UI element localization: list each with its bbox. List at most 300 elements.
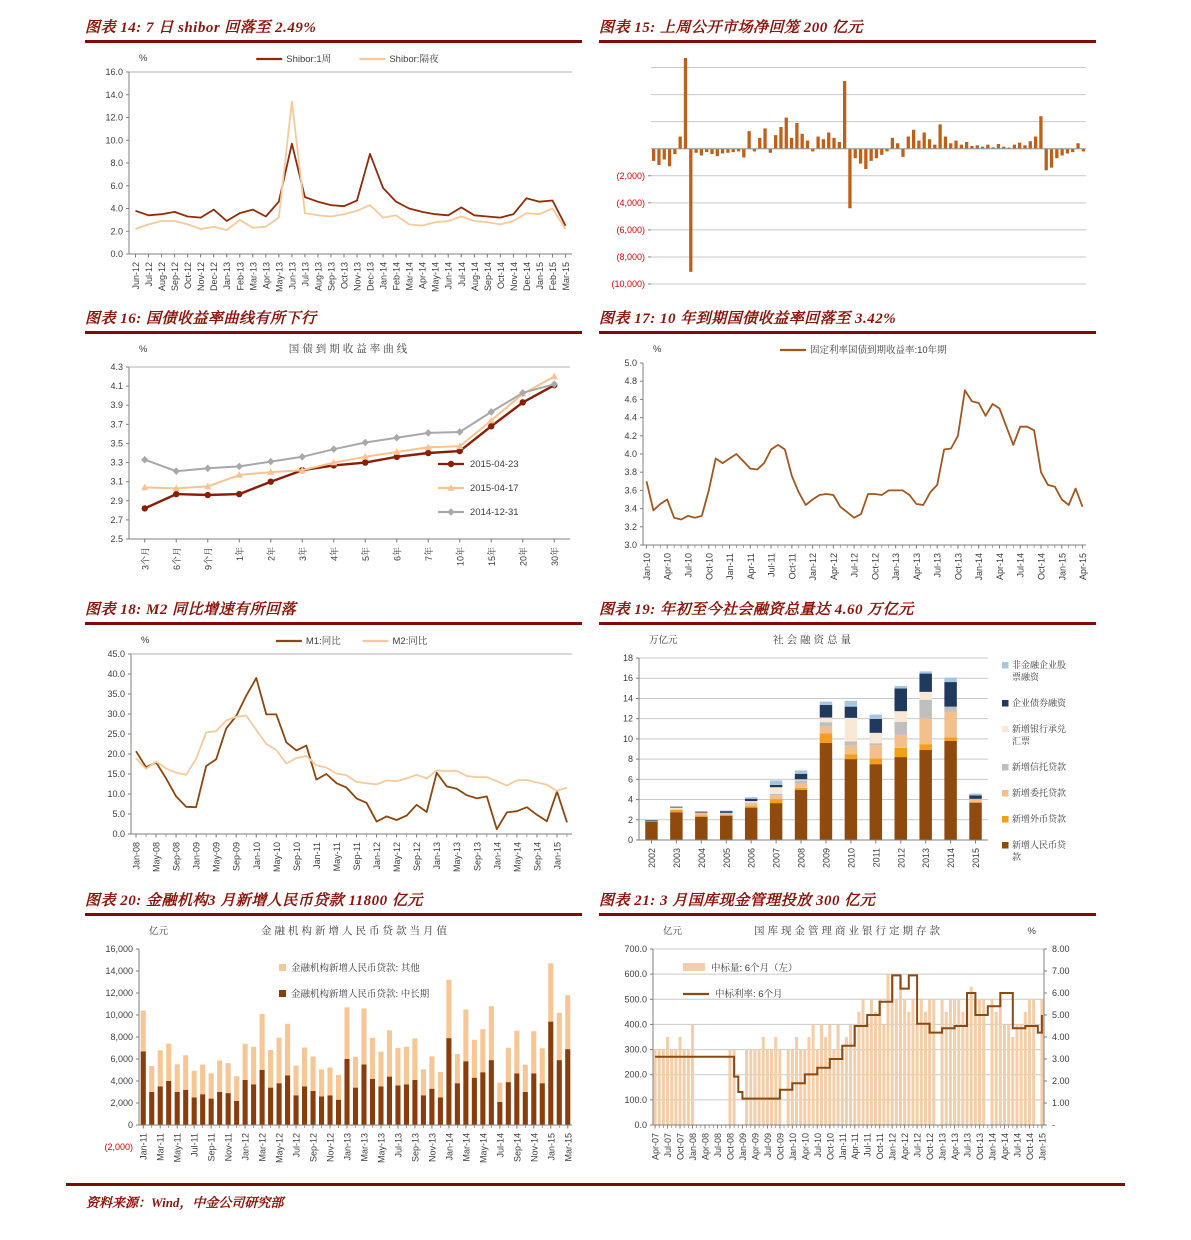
svg-text:-: - [1052,1120,1055,1130]
svg-text:万亿元: 万亿元 [649,635,678,646]
svg-text:May-09: May-09 [211,842,222,873]
svg-text:0: 0 [627,835,633,845]
svg-text:9个月: 9个月 [203,547,214,571]
svg-text:Oct-12: Oct-12 [183,262,194,290]
svg-text:Jan-13: Jan-13 [342,1133,353,1161]
svg-text:7.00: 7.00 [1052,966,1070,976]
svg-text:Jul-10: Jul-10 [812,1133,823,1158]
svg-text:Sep-14: Sep-14 [532,842,543,872]
svg-text:Jan-09: Jan-09 [191,842,202,870]
figure-16-chart [85,337,582,591]
svg-text:3.8: 3.8 [624,467,637,478]
svg-text:2012: 2012 [896,848,907,869]
svg-text:10.0: 10.0 [105,135,123,146]
svg-text:(8,000): (8,000) [616,251,645,262]
svg-text:5.00: 5.00 [1052,1010,1070,1020]
svg-text:3.1: 3.1 [110,476,123,487]
svg-text:Oct-13: Oct-13 [953,553,964,581]
svg-text:Aug-14: Aug-14 [469,262,480,292]
svg-text:Apr-12: Apr-12 [828,553,839,581]
svg-text:(6,000): (6,000) [616,224,645,235]
svg-text:2014-12-31: 2014-12-31 [470,507,519,518]
svg-text:Jan-14: Jan-14 [987,1133,998,1161]
svg-text:Nov-14: Nov-14 [508,262,519,292]
svg-text:2002: 2002 [646,848,657,869]
svg-text:2014: 2014 [946,848,957,869]
svg-text:Sep-11: Sep-11 [206,1133,217,1162]
svg-text:4.3: 4.3 [110,362,123,372]
svg-text:Jan-09: Jan-09 [737,1133,748,1161]
svg-text:Apr-14: Apr-14 [417,262,428,290]
svg-text:Jan-14: Jan-14 [378,262,389,290]
svg-text:15.0: 15.0 [107,769,125,779]
svg-text:3.0: 3.0 [624,540,637,550]
svg-text:Jan-11: Jan-11 [725,553,736,580]
svg-text:16,000: 16,000 [105,944,133,954]
svg-text:(2,000): (2,000) [616,170,645,181]
svg-text:Jan-13: Jan-13 [937,1133,948,1161]
figure-14 [85,16,582,300]
figure-18-title: 图表 18: M2 同比增速有所回落 [85,598,582,625]
svg-text:新增信托贷款: 新增信托贷款 [1012,762,1067,772]
svg-text:Dec-14: Dec-14 [521,262,532,292]
svg-text:%: % [139,344,148,355]
svg-text:Oct-14: Oct-14 [1024,1133,1035,1161]
svg-text:6,000: 6,000 [110,1054,133,1064]
svg-text:新增人民币贷: 新增人民币贷 [1012,840,1067,850]
svg-text:Jul-13: Jul-13 [393,1133,404,1158]
svg-text:%: % [1027,926,1036,937]
figure-21 [599,889,1096,1173]
svg-text:45.0: 45.0 [107,649,125,659]
svg-text:Oct-09: Oct-09 [775,1133,786,1161]
svg-text:May-14: May-14 [430,262,441,293]
svg-text:亿元: 亿元 [149,926,169,937]
svg-text:Oct-10: Oct-10 [704,553,715,581]
svg-text:M1:同比: M1:同比 [305,636,341,647]
svg-text:Mar-15: Mar-15 [560,262,571,291]
svg-text:6年: 6年 [392,547,403,562]
svg-text:2011: 2011 [871,848,882,868]
svg-text:100.0: 100.0 [624,1094,647,1105]
svg-text:Mar-11: Mar-11 [155,1133,166,1161]
svg-text:Feb-13: Feb-13 [235,262,246,291]
svg-text:Jul-07: Jul-07 [663,1133,674,1158]
svg-text:Jul-14: Jul-14 [495,1133,506,1158]
svg-text:2015: 2015 [971,848,982,869]
svg-text:3.2: 3.2 [624,521,637,532]
svg-text:May-13: May-13 [274,262,285,293]
figure-15-title: 图表 15: 上周公开市场净回笼 200 亿元 [599,16,1096,43]
svg-text:Apr-14: Apr-14 [999,1133,1010,1161]
svg-text:Mar-14: Mar-14 [404,262,415,291]
svg-text:8: 8 [627,754,633,765]
figure-16 [85,307,582,591]
figure-20-chart [85,919,582,1173]
svg-text:Jun-13: Jun-13 [287,262,298,290]
svg-text:May-14: May-14 [512,842,523,873]
svg-text:金融机构新增人民币贷款: 其他: 金融机构新增人民币贷款: 其他 [291,963,420,974]
svg-text:Sep-08: Sep-08 [171,842,182,872]
svg-text:Jan-08: Jan-08 [131,842,142,870]
figure-17-title: 图表 17: 10 年到期国债收益率回落至 3.42% [599,307,1096,334]
svg-text:Oct-13: Oct-13 [339,262,350,290]
svg-text:Jan-12: Jan-12 [808,553,819,581]
svg-text:Apr-13: Apr-13 [950,1133,961,1161]
svg-text:4,000: 4,000 [110,1076,133,1086]
svg-text:2.0: 2.0 [110,226,123,237]
svg-text:12: 12 [622,713,633,724]
svg-text:8,000: 8,000 [110,1032,133,1042]
figure-19-title: 图表 19: 年初至今社会融资总量达 4.60 万亿元 [599,598,1096,625]
svg-text:Oct-08: Oct-08 [725,1133,736,1161]
svg-text:Jul-11: Jul-11 [189,1133,200,1157]
svg-text:Jan-12: Jan-12 [240,1133,251,1161]
svg-text:Nov-14: Nov-14 [529,1133,540,1163]
svg-text:国库现金管理商业银行定期存款: 国库现金管理商业银行定期存款 [754,925,943,937]
svg-text:0.0: 0.0 [112,829,125,839]
figure-17-chart [599,337,1096,591]
svg-text:新增委托贷款: 新增委托贷款 [1012,788,1067,798]
svg-text:35.0: 35.0 [107,689,125,699]
svg-text:Apr-10: Apr-10 [800,1133,811,1161]
figure-17 [599,307,1096,591]
figure-19 [599,598,1096,882]
svg-text:6: 6 [627,774,633,785]
svg-text:10,000: 10,000 [105,1010,133,1020]
svg-text:%: % [139,53,148,64]
svg-text:Jan-08: Jan-08 [688,1133,699,1161]
svg-text:Sep-12: Sep-12 [308,1133,319,1163]
svg-text:Jan-14: Jan-14 [444,1133,455,1161]
svg-text:企业债券融资: 企业债券融资 [1012,698,1067,708]
svg-text:2003: 2003 [671,848,682,869]
svg-text:Jul-09: Jul-09 [762,1133,773,1158]
svg-text:Apr-13: Apr-13 [261,262,272,290]
svg-text:(10,000): (10,000) [611,279,645,289]
svg-text:M2:同比: M2:同比 [392,636,428,647]
svg-text:40.0: 40.0 [107,669,125,679]
svg-text:Mar-13: Mar-13 [359,1133,370,1162]
svg-text:Jul-12: Jul-12 [912,1133,923,1158]
svg-text:14: 14 [622,693,633,704]
svg-text:Oct-12: Oct-12 [925,1133,936,1161]
svg-text:200.0: 200.0 [624,1069,647,1080]
svg-text:May-08: May-08 [151,842,162,873]
svg-text:Jan-10: Jan-10 [787,1133,798,1161]
svg-text:1年: 1年 [234,547,245,562]
svg-text:3.5: 3.5 [110,438,123,449]
svg-text:金融机构新增人民币贷款: 中长期: 金融机构新增人民币贷款: 中长期 [291,989,430,1000]
svg-text:Jan-13: Jan-13 [222,262,233,290]
svg-text:Apr-09: Apr-09 [750,1133,761,1161]
svg-text:Jul-11: Jul-11 [862,1133,873,1157]
svg-text:Mar-14: Mar-14 [461,1133,472,1162]
footer [66,1183,1125,1211]
svg-text:0.0: 0.0 [110,249,123,259]
svg-text:7年: 7年 [423,547,434,562]
svg-text:Jul-13: Jul-13 [932,553,943,578]
svg-text:%: % [653,344,662,355]
svg-text:Jul-12: Jul-12 [144,262,155,287]
svg-text:(4,000): (4,000) [616,197,645,208]
figure-20 [85,889,582,1173]
svg-text:20年: 20年 [518,547,529,567]
svg-text:3个月: 3个月 [140,547,151,571]
svg-text:%: % [141,635,150,646]
svg-text:新增外币贷款: 新增外币贷款 [1012,814,1067,824]
svg-text:Aug-12: Aug-12 [157,262,168,292]
svg-text:2.5: 2.5 [110,534,123,544]
svg-text:3.7: 3.7 [110,419,123,430]
svg-text:Jan-15: Jan-15 [552,842,563,870]
svg-text:Jan-13: Jan-13 [432,842,443,870]
svg-text:2015-04-17: 2015-04-17 [470,483,519,494]
svg-text:12,000: 12,000 [105,988,133,998]
svg-text:3.4: 3.4 [624,503,637,514]
svg-text:Apr-13: Apr-13 [911,553,922,581]
svg-text:Sep-13: Sep-13 [472,842,483,872]
svg-text:2009: 2009 [821,848,832,869]
svg-text:Jun-14: Jun-14 [443,262,454,290]
svg-text:600.0: 600.0 [624,969,647,980]
svg-text:6.0: 6.0 [110,180,123,191]
svg-text:6个月: 6个月 [171,547,182,571]
svg-text:3.6: 3.6 [624,485,637,496]
svg-text:2010: 2010 [846,848,857,869]
svg-text:Sep-11: Sep-11 [352,842,363,871]
svg-text:Apr-11: Apr-11 [745,553,756,580]
svg-text:Apr-10: Apr-10 [662,553,673,581]
svg-text:Oct-12: Oct-12 [870,553,881,581]
svg-text:Apr-07: Apr-07 [650,1133,661,1161]
svg-text:May-11: May-11 [172,1133,183,1163]
svg-text:2: 2 [627,814,633,825]
svg-text:Apr-15: Apr-15 [1078,553,1089,581]
svg-text:国债到期收益率曲线: 国债到期收益率曲线 [288,343,411,355]
figure-18 [85,598,582,882]
svg-text:中标量: 6个月（左）: 中标量: 6个月（左） [711,963,798,974]
svg-text:Nov-13: Nov-13 [427,1133,438,1163]
svg-text:Sep-10: Sep-10 [291,842,302,872]
svg-text:400.0: 400.0 [624,1019,647,1030]
svg-text:Jan-11: Jan-11 [837,1133,848,1160]
svg-text:Sep-13: Sep-13 [410,1133,421,1163]
svg-text:6.00: 6.00 [1052,988,1070,998]
svg-text:10年: 10年 [455,547,466,567]
svg-text:1.00: 1.00 [1052,1098,1070,1108]
svg-text:4.0: 4.0 [110,203,123,214]
svg-text:18: 18 [622,653,633,663]
svg-text:(2,000): (2,000) [104,1142,133,1152]
svg-text:社会融资总量: 社会融资总量 [773,634,854,646]
svg-text:Apr-08: Apr-08 [700,1133,711,1161]
svg-text:4: 4 [627,794,633,805]
svg-text:Jul-12: Jul-12 [849,553,860,578]
svg-text:Shibor:隔夜: Shibor:隔夜 [389,54,439,65]
figure-21-title: 图表 21: 3 月国库现金管理投放 300 亿元 [599,889,1096,916]
svg-text:Jul-14: Jul-14 [1015,553,1026,578]
svg-text:固定利率国债到期收益率:10年期: 固定利率国债到期收益率:10年期 [809,345,947,356]
svg-text:2,000: 2,000 [110,1098,133,1108]
svg-text:300.0: 300.0 [624,1044,647,1055]
svg-text:Jan-12: Jan-12 [372,842,383,870]
svg-text:2007: 2007 [771,848,782,869]
svg-text:3年: 3年 [297,547,308,562]
svg-text:Sep-14: Sep-14 [482,262,493,292]
svg-text:Sep-09: Sep-09 [231,842,242,872]
svg-text:2年: 2年 [266,547,277,562]
svg-text:Sep-14: Sep-14 [512,1133,523,1163]
svg-text:May-13: May-13 [376,1133,387,1164]
svg-text:Jan-14: Jan-14 [492,842,503,870]
svg-text:4.00: 4.00 [1052,1032,1070,1042]
svg-text:Oct-14: Oct-14 [495,262,506,290]
svg-text:Oct-11: Oct-11 [787,553,798,580]
svg-text:May-14: May-14 [478,1133,489,1164]
svg-text:Nov-12: Nov-12 [325,1133,336,1163]
svg-text:10: 10 [622,733,633,744]
svg-text:5.0: 5.0 [112,809,125,819]
svg-text:Jan-15: Jan-15 [534,262,545,290]
svg-text:May-11: May-11 [331,842,342,872]
figure-15 [599,16,1096,300]
svg-text:Aug-13: Aug-13 [313,262,324,292]
svg-text:中标利率: 6个月: 中标利率: 6个月 [715,989,783,1000]
svg-text:4.4: 4.4 [624,412,637,423]
svg-text:Oct-11: Oct-11 [875,1133,886,1160]
svg-text:Apr-11: Apr-11 [850,1133,861,1160]
figure-19-chart [599,628,1096,882]
svg-text:Mar-15: Mar-15 [563,1133,574,1162]
svg-text:亿元: 亿元 [663,926,683,937]
svg-text:3.3: 3.3 [110,457,123,468]
svg-text:Jun-12: Jun-12 [131,262,142,290]
svg-text:30.0: 30.0 [107,709,125,719]
svg-text:Jul-10: Jul-10 [683,553,694,578]
svg-text:May-12: May-12 [392,842,403,873]
svg-text:Feb-15: Feb-15 [547,262,558,291]
svg-text:3.00: 3.00 [1052,1054,1070,1064]
svg-text:4.6: 4.6 [624,394,637,405]
svg-text:4.2: 4.2 [624,430,637,441]
source-note: 资料来源：Wind，中金公司研究部 [86,1195,284,1210]
svg-text:Apr-12: Apr-12 [900,1133,911,1161]
svg-text:30年: 30年 [549,547,560,567]
svg-text:Jan-15: Jan-15 [1037,1133,1048,1161]
svg-text:2006: 2006 [746,848,757,869]
svg-text:Jan-11: Jan-11 [311,842,322,869]
svg-text:500.0: 500.0 [624,994,647,1005]
svg-text:8.00: 8.00 [1052,944,1070,954]
svg-text:0: 0 [127,1120,133,1130]
svg-text:4.0: 4.0 [624,449,637,459]
svg-text:10.0: 10.0 [107,789,125,799]
figure-20-title: 图表 20: 金融机构3 月新增人民币贷款 11800 亿元 [85,889,582,916]
svg-text:May-12: May-12 [274,1133,285,1164]
svg-text:Jan-15: Jan-15 [546,1133,557,1161]
svg-text:Jan-12: Jan-12 [887,1133,898,1161]
figure-15-chart [599,46,1096,300]
svg-text:Sep-12: Sep-12 [170,262,181,292]
svg-text:2013: 2013 [921,848,932,869]
svg-text:May-10: May-10 [271,842,282,873]
svg-text:Jan-14: Jan-14 [974,553,985,581]
svg-text:4.8: 4.8 [624,376,637,387]
svg-text:4年: 4年 [329,547,340,562]
svg-text:Jul-14: Jul-14 [456,262,467,287]
svg-text:汇票: 汇票 [1012,736,1031,746]
svg-text:Jul-13: Jul-13 [962,1133,973,1158]
figure-16-title: 图表 16: 国债收益率曲线有所下行 [85,307,582,334]
svg-text:14.0: 14.0 [105,89,123,100]
svg-text:700.0: 700.0 [624,944,647,954]
svg-text:5年: 5年 [360,547,371,562]
svg-text:Jul-14: Jul-14 [1012,1133,1023,1158]
svg-text:Mar-13: Mar-13 [248,262,259,291]
svg-text:3.9: 3.9 [110,400,123,411]
figure-14-title: 图表 14: 7 日 shibor 回落至 2.49% [85,16,582,43]
svg-text:Jul-12: Jul-12 [291,1133,302,1158]
svg-text:2005: 2005 [721,848,732,869]
svg-text:2.9: 2.9 [110,495,123,506]
svg-text:Sep-12: Sep-12 [412,842,423,872]
svg-text:款: 款 [1012,852,1022,862]
svg-text:25.0: 25.0 [107,729,125,739]
svg-text:Feb-14: Feb-14 [391,262,402,291]
svg-text:Sep-13: Sep-13 [326,262,337,292]
svg-text:14,000: 14,000 [105,966,133,976]
svg-text:4.1: 4.1 [110,381,123,392]
svg-text:Oct-14: Oct-14 [1036,553,1047,581]
svg-text:16.0: 16.0 [105,67,123,77]
svg-text:新增银行承兑: 新增银行承兑 [1012,724,1067,734]
svg-text:Jul-11: Jul-11 [766,553,777,577]
figure-18-chart [85,628,582,882]
svg-text:Nov-13: Nov-13 [352,262,363,292]
svg-text:Jan-10: Jan-10 [641,553,652,581]
svg-text:Shibor:1周: Shibor:1周 [286,54,332,65]
svg-text:Mar-12: Mar-12 [257,1133,268,1162]
svg-text:12.0: 12.0 [105,112,123,123]
svg-text:May-13: May-13 [452,842,463,873]
svg-text:2008: 2008 [796,848,807,869]
svg-text:20.0: 20.0 [107,749,125,759]
svg-text:票融资: 票融资 [1012,672,1040,682]
svg-text:5.0: 5.0 [624,358,637,368]
svg-text:Jan-10: Jan-10 [251,842,262,870]
svg-text:Jul-08: Jul-08 [712,1133,723,1158]
svg-text:Oct-07: Oct-07 [675,1133,686,1161]
svg-text:0.0: 0.0 [634,1120,647,1130]
svg-text:Jul-13: Jul-13 [300,262,311,287]
svg-text:2004: 2004 [696,848,707,869]
svg-text:非金融企业股: 非金融企业股 [1012,660,1067,670]
figure-14-chart [85,46,582,300]
svg-text:Oct-10: Oct-10 [825,1133,836,1161]
svg-text:Nov-11: Nov-11 [223,1133,234,1162]
svg-text:16: 16 [622,673,633,684]
svg-text:Jan-11: Jan-11 [138,1133,149,1160]
svg-text:Jan-15: Jan-15 [1057,553,1068,581]
svg-text:Dec-13: Dec-13 [365,262,376,292]
svg-text:Oct-13: Oct-13 [975,1133,986,1161]
figure-21-chart [599,919,1096,1173]
svg-text:2.00: 2.00 [1052,1076,1070,1086]
svg-text:2.7: 2.7 [110,514,123,525]
svg-text:Dec-12: Dec-12 [209,262,220,292]
svg-text:Apr-14: Apr-14 [994,553,1005,581]
